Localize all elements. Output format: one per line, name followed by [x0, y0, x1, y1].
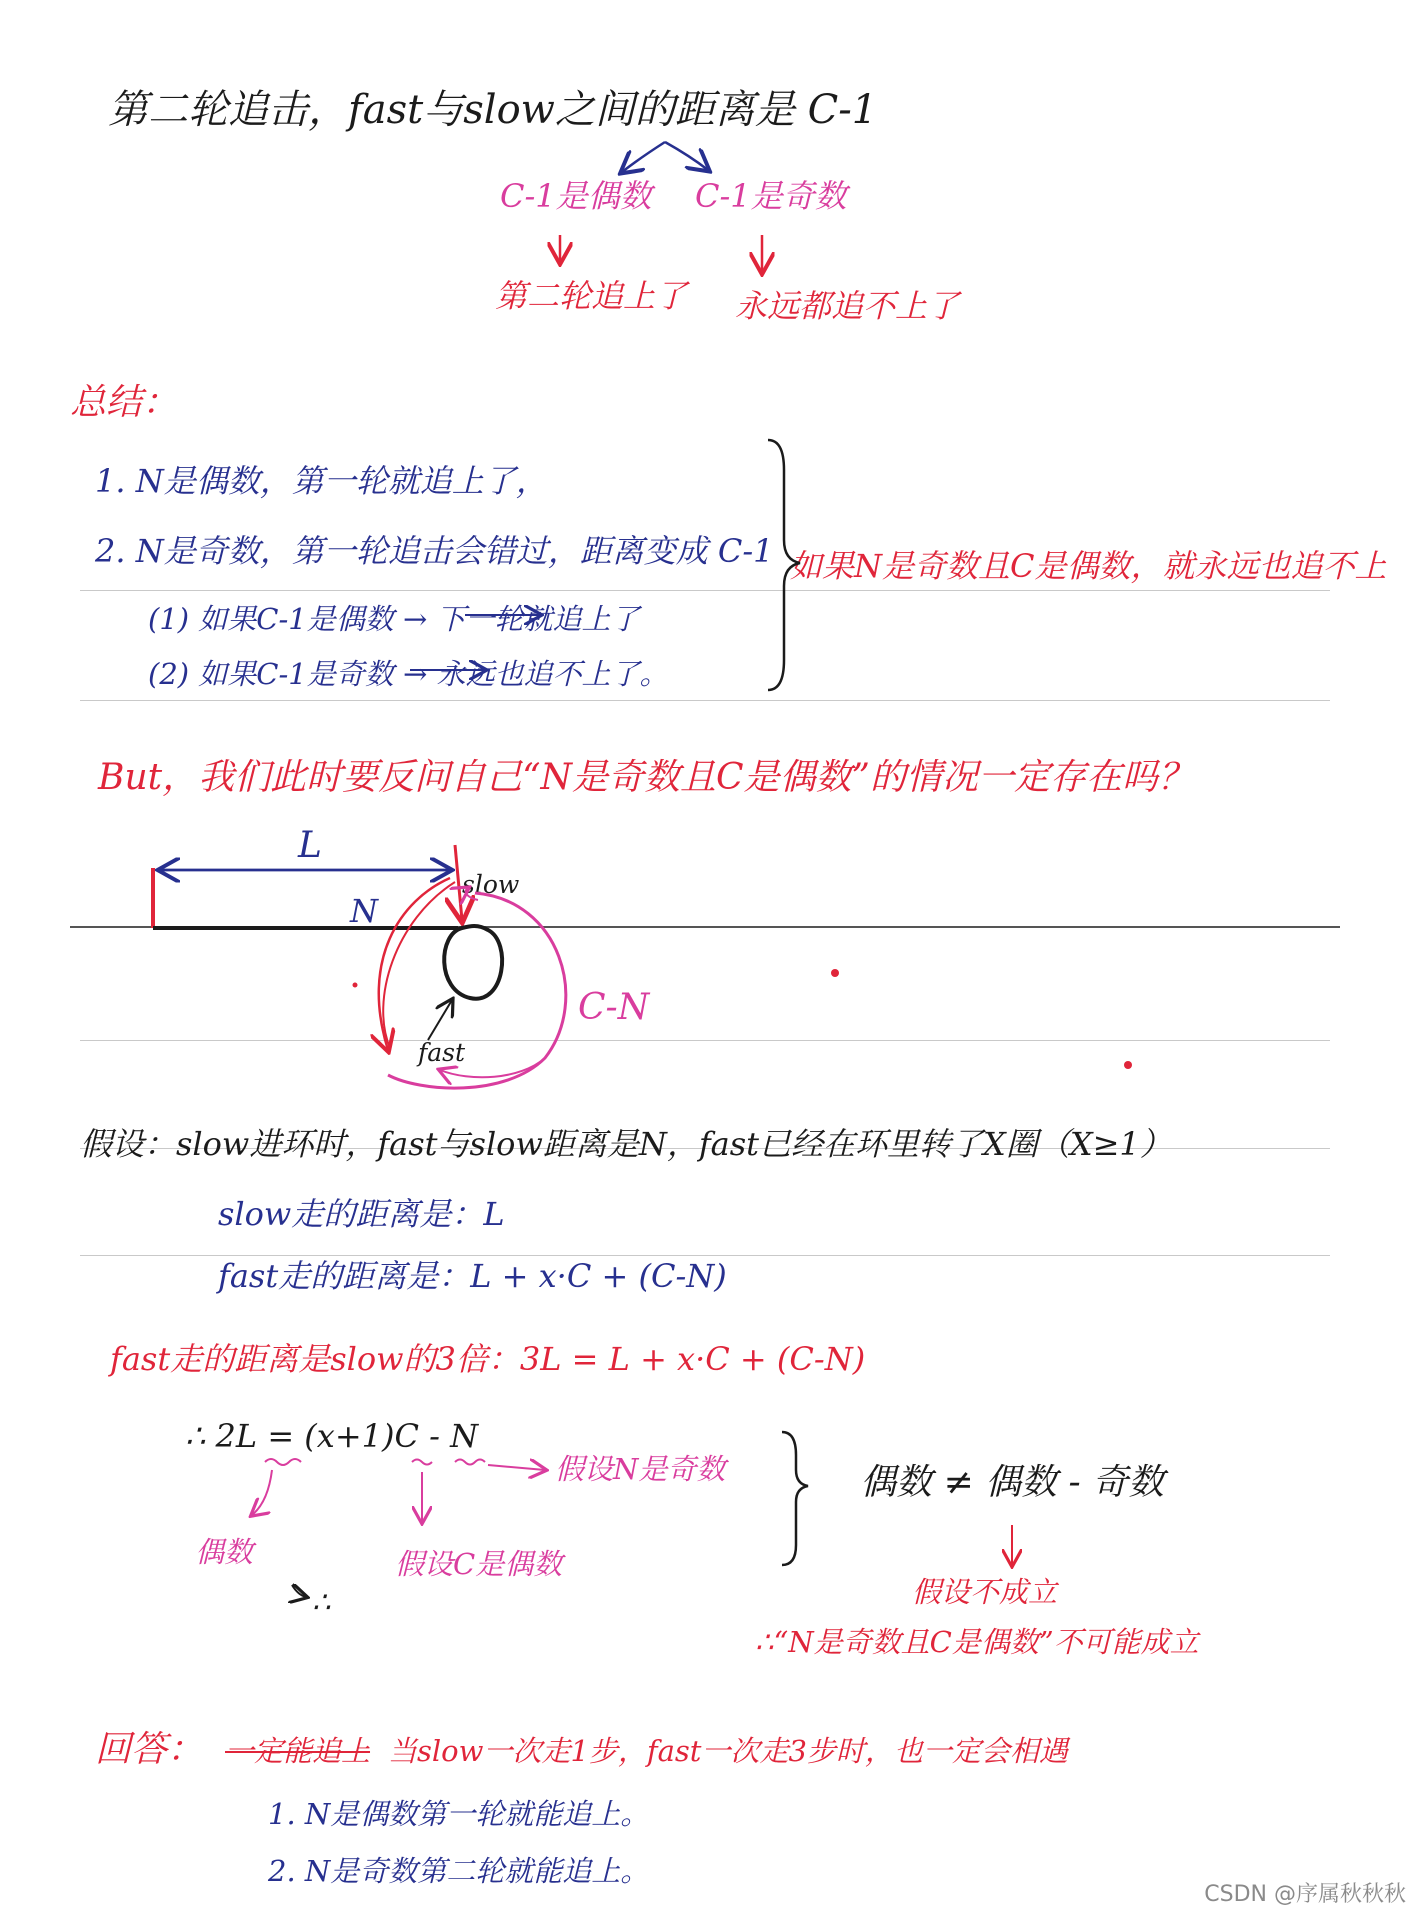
- branch-arrow-right: [665, 142, 708, 170]
- summary-conclusion: 如果N是奇数且C是偶数，就永远也追不上: [790, 547, 1387, 585]
- diagram-label-N: N: [350, 892, 378, 930]
- note-C-even: 假设C是偶数: [395, 1547, 563, 1581]
- arrow-to-even: [252, 1470, 272, 1515]
- second-round-header: 第二轮追击，fast与slow之间的距离是 C-1: [108, 87, 878, 133]
- triple-relation: fast走的距离是slow的3倍：3L = L + x·C + (C-N): [110, 1340, 866, 1378]
- arrow-therefore: [292, 1585, 306, 1597]
- parity-brace: [782, 1432, 808, 1565]
- question-line: But，我们此时要反问自己“N是奇数且C是偶数”的情况一定存在吗？: [98, 757, 1194, 798]
- squiggle-2L: [265, 1459, 301, 1465]
- fast-distance: fast走的距离是：L + x·C + (C-N): [218, 1257, 727, 1295]
- branch-odd: C-1是奇数: [695, 177, 847, 215]
- note-even: 偶数: [195, 1535, 254, 1569]
- arrow-to-N-odd: [488, 1465, 545, 1470]
- equation: ∴ 2L = (x+1)C - N: [185, 1417, 479, 1455]
- answer-struck: 一定能追上: [225, 1734, 371, 1768]
- ink-dot: [831, 969, 839, 977]
- summary-item-2-2: (2) 如果C-1是奇数 → 永远也追不上了。: [148, 657, 669, 691]
- answer-text: 当slow一次走1步，fast一次走3步时，也一定会相遇: [388, 1734, 1068, 1768]
- answer-item-2: 2. N是奇数第二轮就能追上。: [268, 1854, 650, 1888]
- CN-loop: [388, 893, 566, 1088]
- answer-item-1: 1. N是偶数第一轮就能追上。: [268, 1797, 650, 1831]
- final-conclusion: ∴“N是奇数且C是偶数”不可能成立: [755, 1625, 1199, 1659]
- fast-position-arrow: [428, 1000, 452, 1040]
- answer-label: 回答：: [95, 1729, 204, 1770]
- assumption-invalid: 假设不成立: [912, 1575, 1058, 1609]
- squiggle-C: [412, 1460, 432, 1465]
- squiggle-N: [455, 1460, 485, 1465]
- ink-dot: [1124, 1061, 1132, 1069]
- assumption-line: 假设：slow进环时，fast与slow距离是N，fast已经在环里转了X圈（X≥1）: [80, 1125, 1172, 1163]
- summary-item-2: 2. N是奇数，第一轮追击会错过，距离变成 C-1: [95, 532, 774, 570]
- summary-brace: [768, 440, 800, 690]
- diagram-label-L: L: [298, 825, 322, 866]
- slow-entry-arrow: [455, 845, 462, 920]
- slow-distance: slow走的距离是：L: [218, 1195, 505, 1233]
- summary-title: 总结：: [70, 382, 179, 423]
- diagram-label-CN: C-N: [578, 987, 650, 1028]
- note-N-odd: 假设N是奇数: [555, 1452, 726, 1486]
- ink-dot: [353, 983, 358, 988]
- watermark: CSDN @序属秋秋秋: [1204, 1882, 1406, 1907]
- summary-item-2-1: (1) 如果C-1是偶数 → 下一轮就追上了: [148, 602, 640, 636]
- result-odd: 永远都追不上了: [735, 287, 960, 325]
- parity-rule: 偶数 ≠ 偶数 - 奇数: [860, 1462, 1165, 1503]
- diagram-label-fast: fast: [418, 1038, 466, 1067]
- N-arc: [379, 878, 450, 1050]
- branch-arrow-left: [622, 142, 665, 172]
- CN-loop-return: [440, 1058, 545, 1077]
- ring: [444, 926, 502, 999]
- summary-item-1: 1. N是偶数，第一轮就追上了，: [95, 462, 548, 500]
- branch-even: C-1是偶数: [500, 177, 652, 215]
- result-even: 第二轮追上了: [495, 277, 688, 315]
- diagram-label-slow: slow: [462, 870, 520, 899]
- therefore-dots: ∴: [312, 1585, 331, 1619]
